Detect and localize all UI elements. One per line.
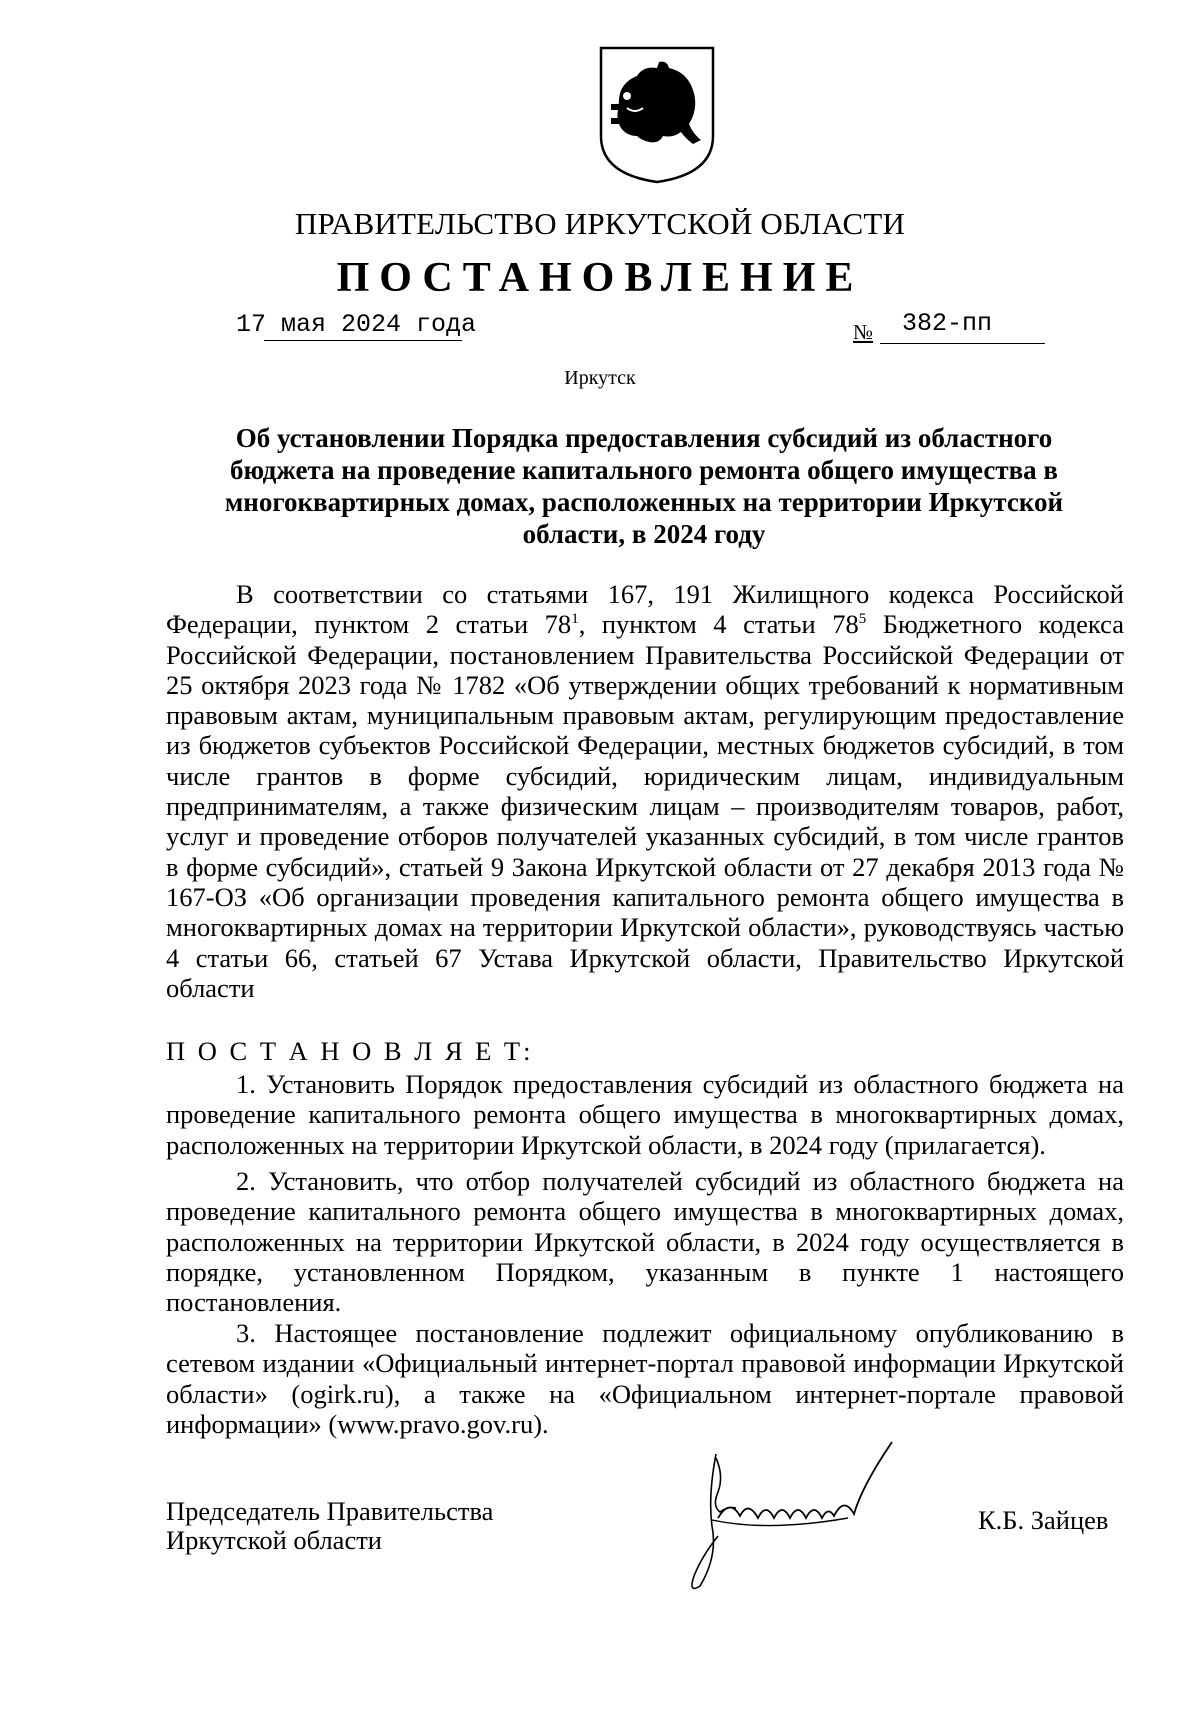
point-2: 2. Установить, что отбор получателей субсидий из областного бюджета на проведение капитального ремонта общего имущества в многоквартирных домах, расположенных на территории Иркутской области, в 2024 году осуществляется в порядке, установленном Порядком, указанным в пункте 1 настоящего постановления. [166, 1166, 1124, 1318]
document-number: 382-пп [902, 309, 993, 338]
number-label: № [853, 320, 874, 344]
resolves-heading: П О С Т А Н О В Л Я Е Т: [166, 1036, 534, 1066]
preamble: В соответствии со статьями 167, 191 Жилищного кодекса Российской Федерации, пунктом 2 статьи $78^1$, пунктом 4 статьи $78^5$ Бюджетного кодекса Российской Федерации, постановлением Правительства Российской Федерации от 25 октября 2023 года № 1782 «Об утверждении общих требований к нормативным правовым актам, муниципальным правовым актам, регулирующим предоставление из бюджетов субъектов Российской Федерации, местных бюджетов субсидий, в том числе грантов в форме субсидий, юридическим лицам, индивидуальным предпринимателям, а также физическим лицам – производителям товаров, работ, услуг и проведение отборов получателей указанных субсидий, в том числе грантов в форме субсидий», статьей 9 Закона Иркутской области от 27 декабря 2013 года № 167-ОЗ «Об организации проведения капитального ремонта общего имущества в многоквартирных домах на территории Иркутской области», руководствуясь частью 4 статьи 66, статьей 67 Устава Иркутской области, Правительство Иркутской области [166, 579, 1124, 1003]
organization-name: ПРАВИТЕЛЬСТВО ИРКУТСКОЙ ОБЛАСТИ [294, 206, 906, 241]
point-3: 3. Настоящее постановление подлежит официальному опубликованию в сетевом издании «Официальный интернет-портал правовой информации Иркутской области» (ogirk.ru), а также на «Официальном интернет-портале правовой информации» (www.pravo.gov.ru). [166, 1318, 1124, 1439]
number-underline [880, 343, 1045, 344]
coat-of-arms-icon [597, 44, 717, 186]
point-1: 1. Установить Порядок предоставления субсидий из областного бюджета на проведение капитального ремонта общего имущества в многоквартирных домах, расположенных на территории Иркутской области, в 2024 году (прилагается). [166, 1069, 1124, 1160]
signer-position: Председатель Правительства Иркутской области [166, 1496, 494, 1555]
signature-icon [678, 1436, 918, 1596]
city: Иркутск [564, 367, 636, 389]
document-date: 17 мая 2024 года [236, 310, 477, 339]
signer-name: К.Б. Зайцев [978, 1505, 1109, 1535]
date-underline [264, 340, 462, 341]
document-type: ПОСТАНОВЛЕНИЕ [336, 255, 864, 301]
document-title: Об установлении Порядка предоставления субсидий из областного бюджета на проведение капитального ремонта общего имущества в многоквартирных домах, расположенных на территории Иркутской области, в 2024 году [224, 423, 1064, 549]
